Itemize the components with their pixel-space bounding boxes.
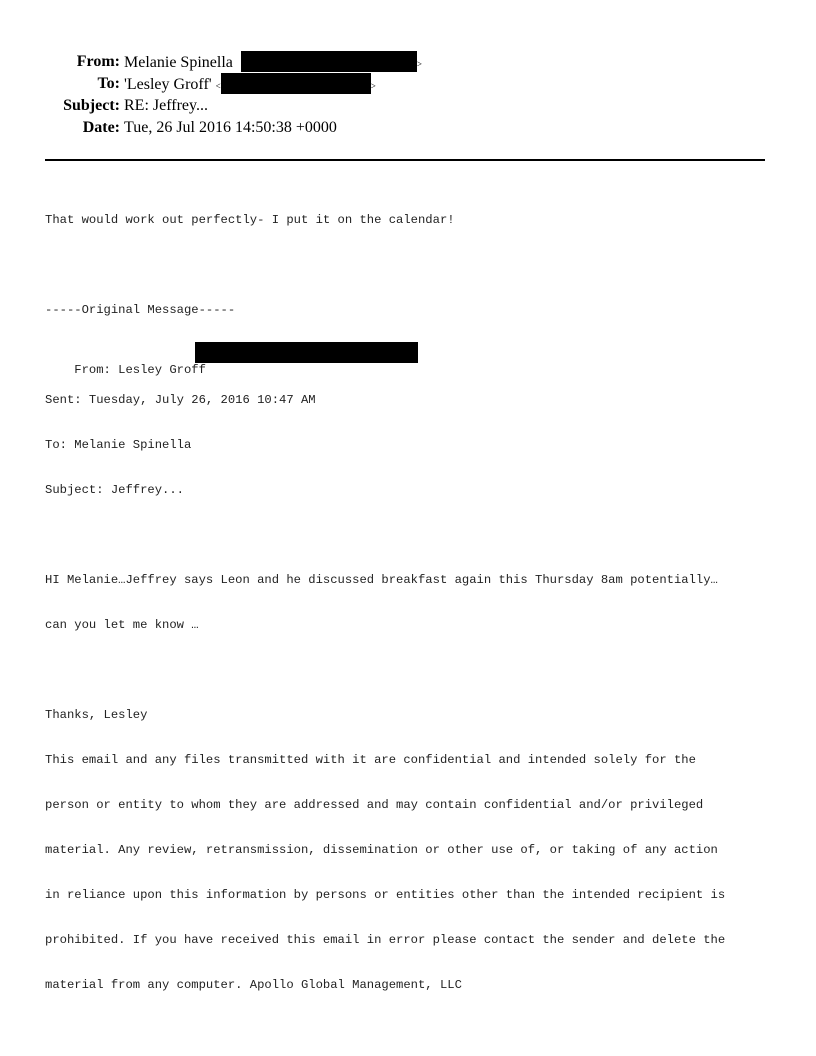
email-body — [45, 183, 775, 1008]
from-bracket-close: > — [416, 59, 422, 69]
disclaimer-line: material. Any review, retransmission, dissemination or other use of, or taking of any action — [45, 843, 718, 857]
message-line-2: can you let me know … — [45, 618, 199, 632]
subject-value: RE: Jeffrey... — [124, 97, 208, 114]
to-email-redaction — [221, 73, 371, 94]
disclaimer-line: material from any computer. Apollo Global Management, LLC — [45, 978, 462, 992]
to-value — [124, 73, 376, 97]
to-label: To: — [97, 75, 120, 92]
date-value: Tue, 26 Jul 2016 14:50:38 +0000 — [124, 119, 337, 136]
original-from: From: Lesley Groff — [74, 363, 206, 377]
original-to-line: To: Melanie Spinella — [45, 438, 192, 452]
from-name: Melanie Spinella — [124, 54, 233, 71]
original-message-separator: -----Original Message----- — [45, 303, 236, 317]
from-email-redaction — [241, 51, 417, 72]
header-divider — [45, 159, 765, 161]
signoff-line: Thanks, Lesley — [45, 708, 148, 722]
disclaimer-line: This email and any files transmitted with it are confidential and intended solely for the — [45, 753, 696, 767]
to-bracket-close: > — [370, 81, 376, 91]
original-sent-line: Sent: Tuesday, July 26, 2016 10:47 AM — [45, 393, 316, 407]
to-name: 'Lesley Groff' — [124, 76, 212, 93]
disclaimer-line: in reliance upon this information by persons or entities other than the intended recipient is — [45, 888, 726, 902]
disclaimer-line: prohibited. If you have received this email in error please contact the sender and delete the — [45, 933, 726, 947]
reply-line: That would work out perfectly- I put it on the calendar! — [45, 213, 455, 227]
from-label: From: — [76, 53, 120, 70]
date-label: Date: — [82, 119, 120, 136]
original-subject-line: Subject: Jeffrey... — [45, 483, 184, 497]
disclaimer-line: person or entity to whom they are addressed and may contain confidential and/or privileged — [45, 798, 704, 812]
subject-label: Subject: — [63, 97, 120, 114]
original-from-line — [45, 348, 775, 377]
message-line-1: HI Melanie…Jeffrey says Leon and he discussed breakfast again this Thursday 8am potentially… — [45, 573, 718, 587]
to-bracket-open: < — [215, 81, 221, 91]
original-from-redaction — [195, 342, 418, 363]
from-value — [124, 51, 422, 75]
